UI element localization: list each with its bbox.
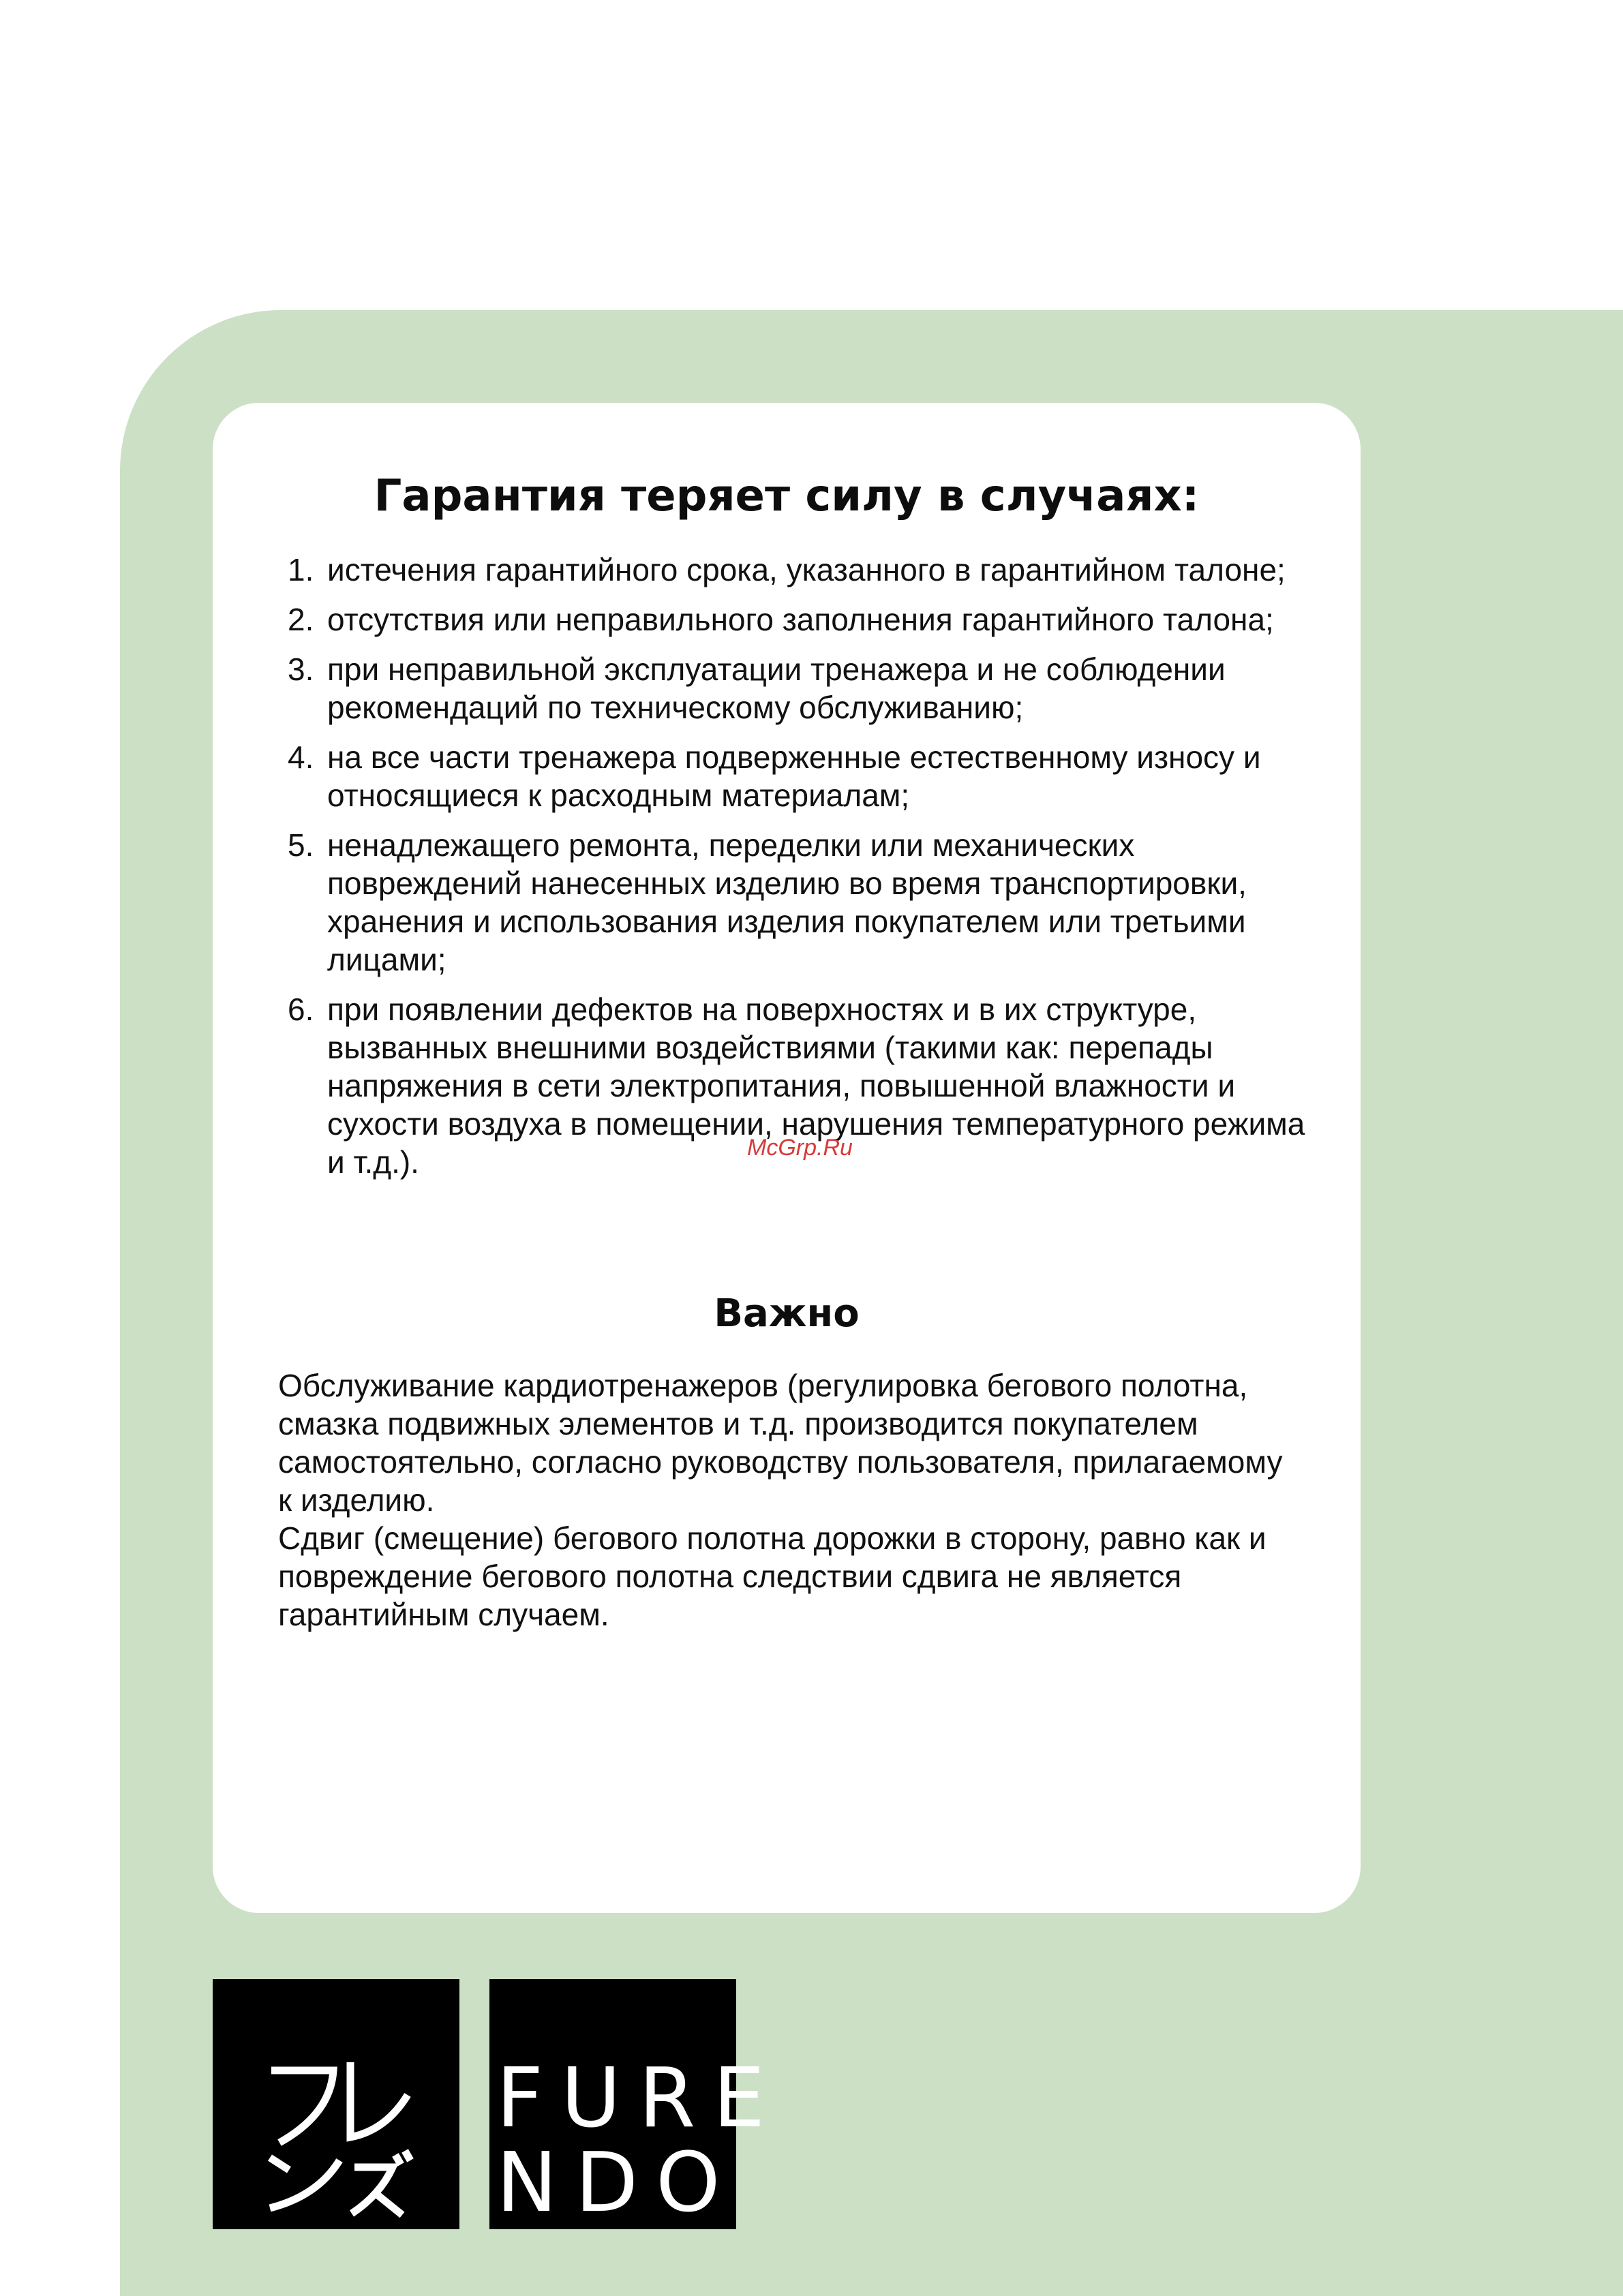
list-item-number: 3. (288, 652, 314, 687)
logo-line-1: FURE (496, 2051, 783, 2146)
list-item (273, 826, 1322, 979)
katakana-logo (213, 1979, 459, 2229)
warranty-title: Гарантия теряет силу в случаях: (374, 471, 1200, 521)
watermark: McGrp.Ru (747, 1135, 853, 1161)
list-item-number: 5. (288, 827, 314, 863)
important-heading: Важно (714, 1291, 860, 1336)
important-text (278, 1366, 1301, 1634)
list-item (273, 738, 1322, 814)
list-item-text: при неправильной эксплуатации тренажера и не соблюдении рекомендаций по техническому обслуживанию; (327, 652, 1226, 725)
list-item-text: ненадлежащего ремонта, переделки или механических повреждений нанесенных изделию во время транспортировки, хранения и использования изделия покупателем или третьими лицами; (327, 827, 1247, 977)
list-item-text: истечения гарантийного срока, указанного в гарантийном талоне; (327, 552, 1286, 587)
katakana-fu-glyph (271, 2070, 333, 2143)
list-item (273, 600, 1322, 639)
katakana-su-glyph-tail (374, 2192, 402, 2215)
list-item-number: 2. (288, 602, 314, 637)
list-item (273, 650, 1322, 726)
katakana-dakuten-marks (395, 2151, 410, 2164)
list-item-number: 6. (288, 992, 314, 1027)
katakana-re-glyph (350, 2062, 408, 2137)
important-paragraph: Сдвиг (смещение) бегового полотна дорожки в сторону, равно как и повреждение бегового полотна следствии сдвига не является гарантийным случаем. (278, 1520, 1266, 1632)
katakana-n-glyph-dot (270, 2158, 289, 2170)
logo-line-2: NDO (496, 2136, 738, 2231)
list-item (273, 551, 1322, 589)
warranty-conditions-list (273, 551, 1322, 1193)
list-item-number: 1. (288, 552, 314, 587)
list-item-text: при появлении дефектов на поверхностях и в их структуре, вызванных внешними воздействиями (такими как: перепады напряжения в сети электропитания, повышенной влажности и сухости воздуха в помещении, нарушения температурного режима и т.д.). (327, 992, 1305, 1180)
list-item-text: отсутствия или неправильного заполнения гарантийного талона; (327, 602, 1274, 637)
important-paragraph: Обслуживание кардиотренажеров (регулировка бегового полотна, смазка подвижных элементов и т.д. производится покупателем самостоятельно, согласно руководству пользователя, прилагаемому к изделию. (278, 1368, 1283, 1518)
furendo-logo (489, 1979, 783, 2231)
katakana-logo-mark (213, 1979, 459, 2229)
list-item-text: на все части тренажера подверженные естественному износу и относящиеся к расходным материалам; (327, 739, 1261, 813)
furendo-logo-text (489, 1979, 783, 2231)
list-item-number: 4. (288, 739, 314, 775)
